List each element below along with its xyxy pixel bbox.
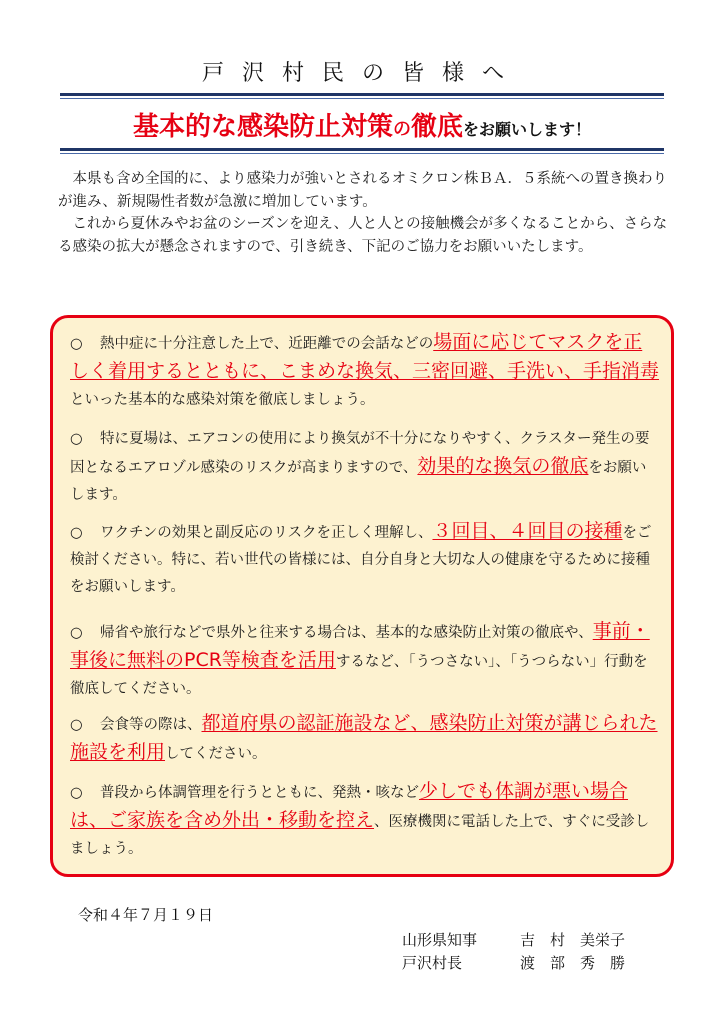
headline — [0, 106, 724, 143]
circle-bullet: ○ — [70, 717, 83, 733]
headline-particle: の — [392, 119, 411, 140]
measure-text: 熱中症に十分注意した上で、近距離での会話などの — [100, 336, 434, 352]
bottom-rule-thin — [60, 153, 664, 154]
measure-highlight: 場面に応じてマスクを正しく着用するとともに、こまめな換気、三密回避、手洗い、手指消毒 — [70, 331, 660, 382]
bottom-rule-thick — [60, 148, 664, 151]
measure-text: 特に夏場は、エアコンの使用により換気が不十分になりやすく、クラスター発生の要因となるエアロゾル感染のリスクが高まりますので、 — [70, 431, 650, 476]
measure-highlight: 事前・事後に無料のPCR等検査を活用 — [70, 620, 650, 671]
signer-title: 戸沢村長 — [402, 954, 463, 972]
measure-item-3 — [70, 518, 660, 601]
measure-highlight: ３回目、４回目の接種 — [432, 520, 623, 542]
measure-item-4 — [70, 618, 660, 703]
measure-text-end: をご検討ください。特に、若い世代の皆様には、自分自身と大切な人の健康を守るために接種をお願いします。 — [70, 525, 652, 595]
measure-item-6 — [70, 778, 660, 863]
circle-bullet: ○ — [70, 336, 83, 352]
measure-highlight: 効果的な換気の徹底 — [417, 455, 589, 477]
headline-request: をお願いします！ — [463, 120, 592, 139]
headline-emphasis: 徹底 — [410, 112, 463, 142]
signer-name: 渡 部 秀 勝 — [520, 954, 626, 972]
measure-text: 会食等の際は、 — [100, 717, 202, 733]
circle-bullet: ○ — [70, 625, 83, 641]
measure-text: 普段から体調管理を行うとともに、発熱・咳など — [100, 785, 419, 801]
intro-paragraph-2: これから夏休みやお盆のシーズンを迎え、人と人との接触機会が多くなることから、さらなる感染の拡大が懸念されますので、引き続き、下記のご協力をお願いいたします。 — [58, 216, 668, 255]
signer-name: 吉 村 美栄子 — [520, 931, 626, 949]
signature-mayor — [402, 952, 625, 973]
circle-bullet: ○ — [70, 431, 83, 447]
measure-text-end: 、医療機関に電話した上で、すぐに受診しましょう。 — [70, 814, 650, 857]
measure-item-1 — [70, 329, 660, 414]
signature-governor — [402, 929, 625, 950]
circle-bullet: ○ — [70, 525, 83, 541]
measure-text: 帰省や旅行などで県外と往来する場合は、基本的な感染防止対策の徹底や、 — [100, 625, 593, 641]
measure-item-5 — [70, 710, 660, 768]
headline-main: 基本的な感染防止対策 — [132, 112, 393, 142]
measure-text-end: してください。 — [165, 746, 267, 762]
measure-item-2 — [70, 426, 660, 509]
circle-bullet: ○ — [70, 785, 83, 801]
page-title: 戸沢村民の皆様へ — [201, 61, 522, 86]
measure-text-end: といった基本的な感染対策を徹底しましょう。 — [70, 392, 375, 408]
signer-title: 山形県知事 — [402, 931, 478, 949]
top-rule-thick — [60, 93, 664, 96]
measure-text-end: するなど、「うつさない」、「うつらない」行動を徹底してください。 — [70, 654, 648, 697]
issue-date: 令和４年７月１９日 — [78, 906, 214, 924]
measure-highlight: 少しでも体調が悪い場合は、ご家族を含め外出・移動を控え — [70, 780, 629, 831]
intro-paragraph-1: 本県も含め全国的に、より感染力が強いとされるオミクロン株ＢＡ．５系統への置き換わりが進み、新規陽性者数が急激に増加しています。 — [58, 171, 667, 210]
intro-text — [58, 168, 668, 258]
measure-text: ワクチンの効果と副反応のリスクを正しく理解し、 — [100, 525, 433, 541]
measure-highlight: 都道府県の認証施設など、感染防止対策が講じられた施設を利用 — [70, 712, 658, 763]
top-rule-thin — [60, 98, 664, 99]
measure-text-end: をお願いします。 — [70, 460, 647, 503]
